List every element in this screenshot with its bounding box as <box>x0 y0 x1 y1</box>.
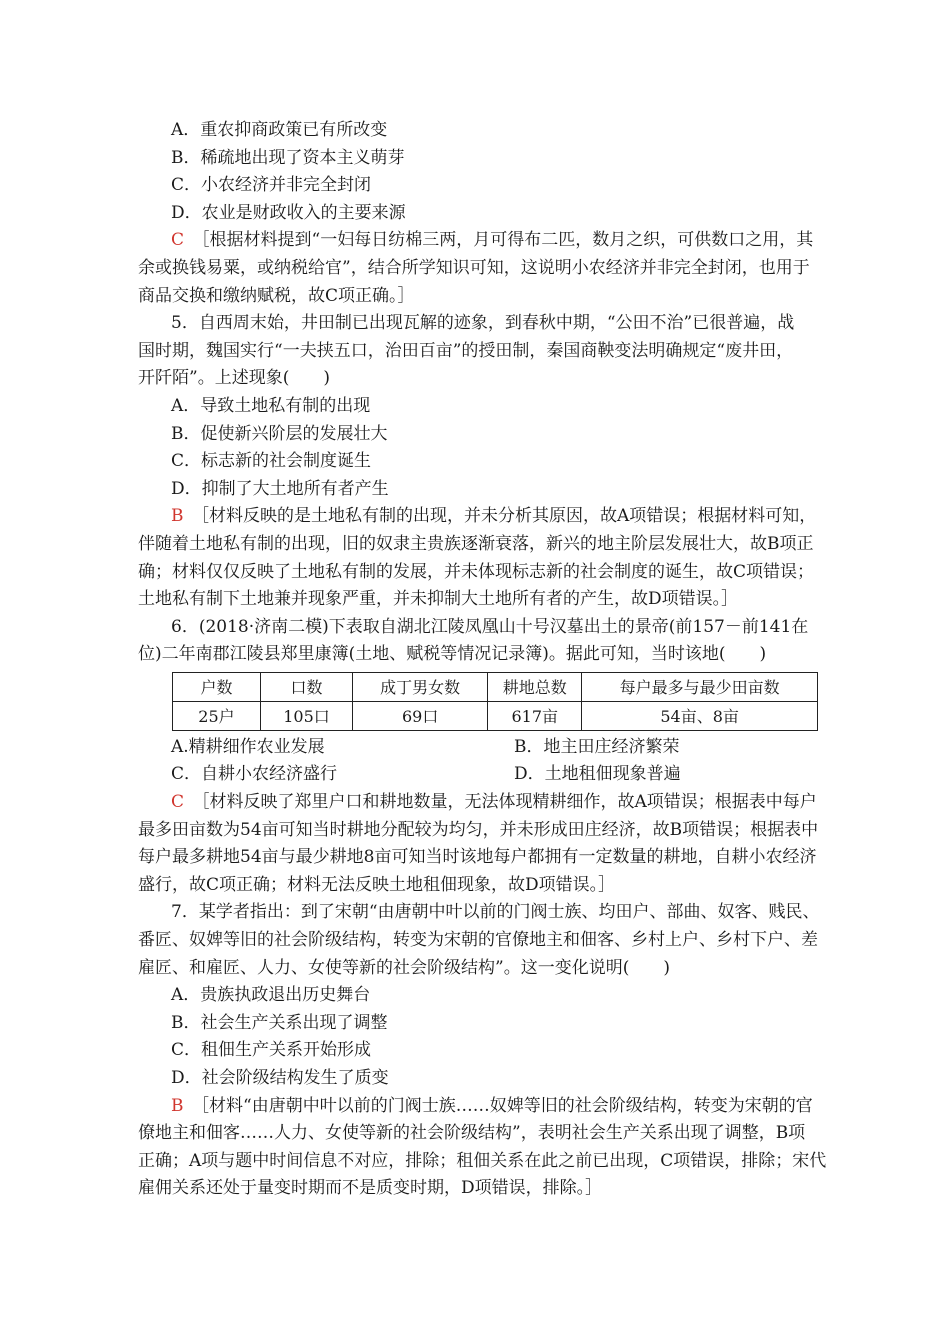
table-header-row <box>173 672 818 701</box>
table-header-cell: 每户最多与最少田亩数 <box>582 672 818 701</box>
explanation-line: C ［材料反映了郑里户口和耕地数量，无法体现精耕细作，故A项错误；根据表中每户 <box>171 792 817 813</box>
answer-letter: B <box>171 1095 184 1116</box>
question-stem: 国时期，魏国实行“一夫挟五口，治田百亩”的授田制，秦国商鞅变法明确规定“废井田， <box>138 340 794 361</box>
table-row <box>173 701 818 730</box>
table-cell: 54亩、8亩 <box>582 701 818 730</box>
option-c: C．小农经济并非完全封闭 <box>171 175 372 196</box>
option-d: D．社会阶级结构发生了质变 <box>171 1068 389 1088</box>
question-stem: 位)二年南郡江陵县郑里康簿(土地、赋税等情况记录簿)。据此可知，当时该地( ) <box>138 644 767 665</box>
explanation-line: 土地私有制下土地兼并现象严重，并未抑制大土地所有者的产生，故D项错误。］ <box>138 589 739 610</box>
option-d: D．抑制了大土地所有者产生 <box>171 478 389 499</box>
table-header-cell: 耕地总数 <box>488 672 582 701</box>
option-c: C．租佃生产关系开始形成 <box>171 1040 372 1061</box>
table-header-cell: 口数 <box>260 672 352 701</box>
question-stem: 5．自西周末始，井田制已出现瓦解的迹象，到春秋中期，“公田不治”已很普遍，战 <box>171 313 795 334</box>
explanation-line: B ［材料反映的是土地私有制的出现，并未分析其原因，故A项错误；根据材料可知， <box>171 506 817 527</box>
question-6 <box>138 614 818 900</box>
option-b: B．社会生产关系出现了调整 <box>171 1012 388 1033</box>
option-a: A．贵族执政退出历史舞台 <box>171 985 371 1006</box>
explanation-line: 最多田亩数为54亩可知当时耕地分配较为均匀，并未形成田庄经济，故B项错误；根据表中 <box>138 819 819 840</box>
table-header-cell: 成丁男女数 <box>353 672 488 701</box>
option-d: D．土地租佃现象普遍 <box>514 764 681 785</box>
options-row <box>138 761 818 789</box>
explanation-line: 正确；A项与题中时间信息不对应，排除；租佃关系在此之前已出现，C项错误，排除；宋代 <box>138 1150 827 1171</box>
table-cell: 617亩 <box>488 701 582 730</box>
document-content <box>138 117 827 1203</box>
option-b: B．地主田庄经济繁荣 <box>514 736 680 757</box>
question-stem: 6．(2018·济南二模)下表取自湖北江陵凤凰山十号汉墓出土的景帝(前157－前141在 <box>171 616 809 637</box>
option-a: A．导致土地私有制的出现 <box>171 395 371 416</box>
question-stem: 开阡陌”。上述现象( ) <box>138 368 330 389</box>
explanation-line: B ［材料“由唐朝中叶以前的门阀士族……奴婢等旧的社会阶级结构，转变为宋朝的官 <box>171 1095 813 1116</box>
question-7 <box>138 899 827 1203</box>
explanation-line: 雇佣关系还处于量变时期而不是质变时期，D项错误，排除。］ <box>138 1178 603 1199</box>
explanation-line: 盛行，故C项正确；材料无法反映土地租佃现象，故D项错误。］ <box>138 874 616 895</box>
table-cell: 69口 <box>353 701 488 730</box>
table-cell: 25户 <box>173 701 261 730</box>
explanation-line: C ［根据材料提到“一妇每日纺棉三两，月可得布二匹，数月之织，可供数口之用，其 <box>171 230 814 251</box>
option-a: A．重农抑商政策已有所改变 <box>171 120 388 140</box>
explanation-line: 确；材料仅仅反映了土地私有制的发展，并未体现标志新的社会制度的诞生，故C项错误； <box>138 561 815 582</box>
explanation-line: 商品交换和缴纳赋税，故C项正确。］ <box>138 285 415 306</box>
options-row <box>138 734 818 762</box>
data-table <box>172 672 818 731</box>
explanation-line: 余或换钱易粟，或纳税给官”，结合所学知识可知，这说明小农经济并非完全封闭，也用于 <box>138 257 810 278</box>
option-b: B．稀疏地出现了资本主义萌芽 <box>171 147 405 168</box>
option-c: C．标志新的社会制度诞生 <box>171 451 372 472</box>
explanation-line: 伴随着土地私有制的出现，旧的奴隶主贵族逐渐衰落，新兴的地主阶层发展壮大，故B项正 <box>138 533 814 554</box>
option-c: C．自耕小农经济盛行 <box>171 764 338 785</box>
question-5 <box>138 310 818 614</box>
option-b: B．促使新兴阶层的发展壮大 <box>171 423 388 444</box>
explanation-line: 僚地主和佃客……人力、女使等新的社会阶级结构”，表明社会生产关系出现了调整，B项 <box>138 1123 806 1144</box>
table-cell: 105口 <box>260 701 352 730</box>
question-stem: 7．某学者指出：到了宋朝“由唐朝中叶以前的门阀士族、均田户、部曲、奴客、贱民、 <box>171 902 820 923</box>
question-stem: 番匠、奴婢等旧的社会阶级结构，转变为宋朝的官僚地主和佃客、乡村上户、乡村下户、差 <box>138 930 818 951</box>
option-a: A.精耕细作农业发展 <box>171 736 325 757</box>
table-header-cell: 户数 <box>173 672 261 701</box>
answer-letter: C <box>171 230 185 251</box>
option-d: D．农业是财政收入的主要来源 <box>171 202 406 223</box>
answer-letter: B <box>171 506 184 527</box>
explanation-line: 每户最多耕地54亩与最少耕地8亩可知当时该地每户都拥有一定数量的耕地，自耕小农经济 <box>138 847 817 868</box>
question-stem: 雇匠、和雇匠、人力、女使等新的社会阶级结构”。这一变化说明( ) <box>138 957 670 978</box>
question-4 <box>138 117 818 310</box>
answer-letter: C <box>171 792 185 813</box>
